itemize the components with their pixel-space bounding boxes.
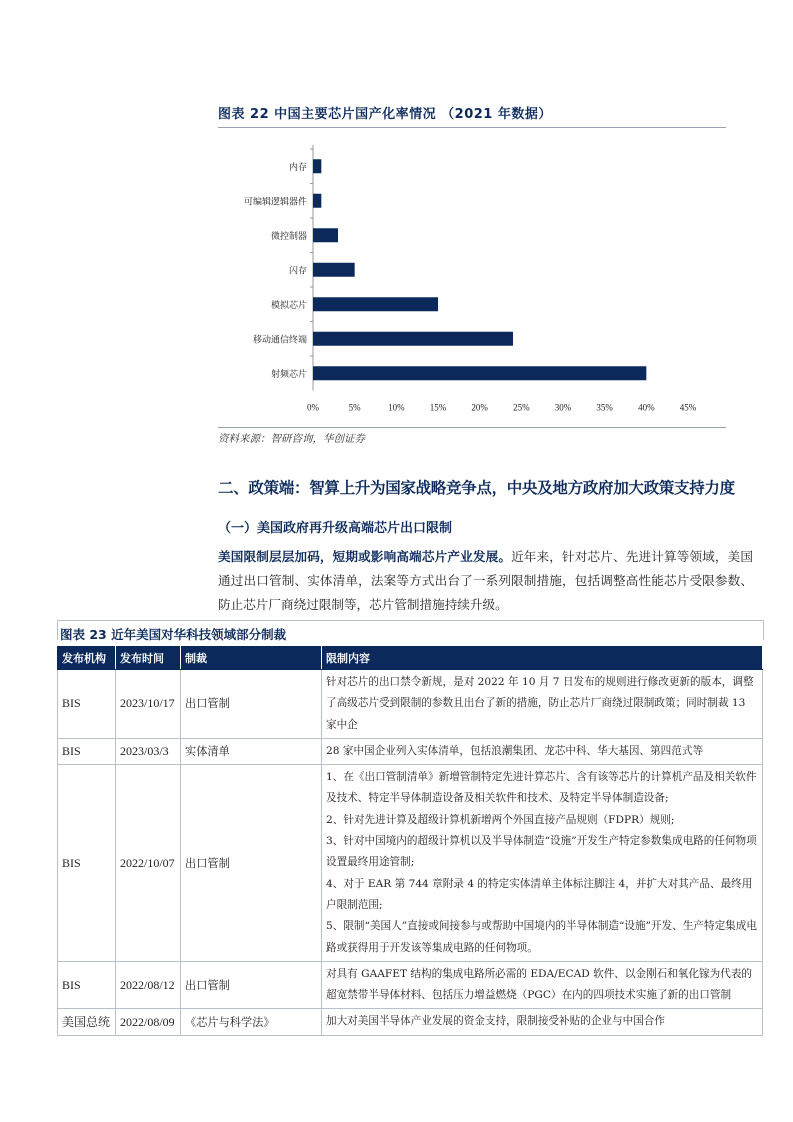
date-cell: 2022/10/07 (116, 765, 181, 962)
category-label: 内存 (288, 162, 307, 173)
org-cell: BIS (58, 738, 116, 764)
section-heading: 二、政策端：智算上升为国家战略竞争点，中央及地方政府加大政策支持力度 (218, 479, 735, 497)
content-cell (322, 765, 763, 962)
bar (313, 263, 355, 277)
category-label: 微控制器 (270, 231, 307, 242)
category-label: 可编辑逻辑器件 (243, 197, 307, 208)
content-cell (322, 961, 763, 1009)
x-tick-label: 25% (513, 402, 530, 413)
table-header-row (58, 647, 763, 670)
date-cell: 2023/10/17 (116, 670, 181, 739)
content-line: 对具有 GAAFET 结构的集成电路所必需的 EDA/ECAD 软件、以金刚石和氧化镓为代表的超宽禁带半导体材料、包括压力增益燃烧（PGC）在内的四项技术实施了新的出口管制 (326, 967, 753, 1002)
org-cell: BIS (58, 670, 116, 739)
content-line: 4、对于 EAR 第 744 章附录 4 的特定实体清单主体标注脚注 4，并扩大对其产品、最终用户限制范围; (326, 877, 753, 911)
x-tick-label: 20% (471, 402, 488, 413)
category-label: 移动通信终端 (252, 335, 307, 346)
content-cell (322, 738, 763, 764)
category-label: 闪存 (288, 266, 307, 277)
paragraph-body: 近年来，针对芯片、先进计算等领域，美国通过出口管制、实体清单，法案等方式出台了一系列限制措施，包括调整高性能芯片受限参数、防止芯片厂商绕过限制等，芯片管制措施持续升级。 (218, 549, 754, 612)
sanctions-table (57, 646, 763, 1036)
date-cell: 2023/03/3 (116, 738, 181, 764)
header-sanction: 制裁 (181, 647, 322, 670)
figure-22-title: 图表 22 中国主要芯片国产化率情况 （2021 年数据） (218, 107, 552, 122)
content-line: 加大对美国半导体产业发展的资金支持，限制接受补贴的企业与中国合作 (326, 1015, 665, 1028)
content-line: 2、针对先进计算及超级计算机新增两个外国直接产品规则（FDPR）规则; (326, 813, 675, 826)
table-row (58, 738, 763, 764)
org-cell: BIS (58, 961, 116, 1009)
header-date: 发布时间 (116, 647, 181, 670)
sanction-cell: 实体清单 (181, 738, 322, 764)
content-line: 1、在《出口管制清单》新增管制特定先进计算芯片、含有该等芯片的计算机产品及相关软件及技术、特定半导体制造设备及相关软件和技术、及特定半导体制造设备; (326, 771, 757, 805)
content-line: 3、针对中国境内的超级计算机以及半导体制造“设施”开发生产特定参数集成电路的任何物项设置最终用途管制; (326, 835, 757, 869)
content-line: 28 家中国企业列入实体清单，包括浪潮集团、龙芯中科、华大基因、第四范式等 (326, 744, 704, 757)
date-cell: 2022/08/12 (116, 961, 181, 1009)
date-cell: 2022/08/09 (116, 1009, 181, 1035)
x-tick-label: 0% (307, 402, 319, 413)
sanction-cell: 出口管制 (181, 670, 322, 739)
x-tick-label: 10% (388, 402, 405, 413)
bar (313, 332, 513, 346)
content-cell (322, 670, 763, 739)
table-row (58, 765, 763, 962)
bar (313, 297, 438, 311)
subsection-heading: （一）美国政府再升级高端芯片出口限制 (218, 521, 453, 536)
x-tick-label: 40% (638, 402, 655, 413)
x-tick-label: 45% (679, 402, 697, 413)
org-cell: BIS (58, 765, 116, 962)
bar (313, 228, 338, 242)
x-tick-label: 35% (596, 402, 613, 413)
table-23-title: 图表 23 近年美国对华科技领域部分制裁 (60, 627, 287, 642)
category-label: 射频芯片 (270, 369, 307, 380)
bar (313, 159, 321, 173)
content-cell (322, 1009, 763, 1035)
category-label: 模拟芯片 (270, 300, 307, 311)
figure-22-source: 资料来源：智研咨询，华创证券 (218, 433, 365, 445)
x-tick-label: 15% (429, 402, 447, 413)
content-line: 针对芯片的出口禁令新规，是对 2022 年 10 月 7 日发布的规则进行修改更新的版本，调整了高级芯片受到限制的参数且出台了新的措施，防止芯片厂商绕过限制政策；同时制裁 13 家中企 (326, 676, 754, 731)
sanction-cell: 《芯片与科学法》 (181, 1009, 322, 1035)
section-paragraph (218, 545, 753, 617)
org-cell: 美国总统 (58, 1009, 116, 1035)
header-content: 限制内容 (322, 647, 763, 670)
bar (313, 194, 321, 208)
content-line: 5、限制“美国人”直接或间接参与或帮助中国境内的半导体制造“设施”开发、生产特定集成电路或获得用于开发该等集成电路的任何物项。 (326, 920, 757, 954)
paragraph-lead: 美国限制层层加码，短期或影响高端芯片产业发展。 (218, 549, 512, 564)
header-org: 发布机构 (58, 647, 116, 670)
x-tick-label: 5% (348, 402, 361, 413)
table-row (58, 961, 763, 1009)
figure-top-rule (218, 127, 726, 128)
sanction-cell: 出口管制 (181, 765, 322, 962)
sanction-cell: 出口管制 (181, 961, 322, 1009)
localization-rate-bar-chart (218, 135, 718, 425)
table-row (58, 670, 763, 739)
table-row (58, 1009, 763, 1035)
figure-bottom-rule (218, 427, 726, 428)
x-tick-label: 30% (554, 402, 572, 413)
bar (313, 366, 646, 380)
